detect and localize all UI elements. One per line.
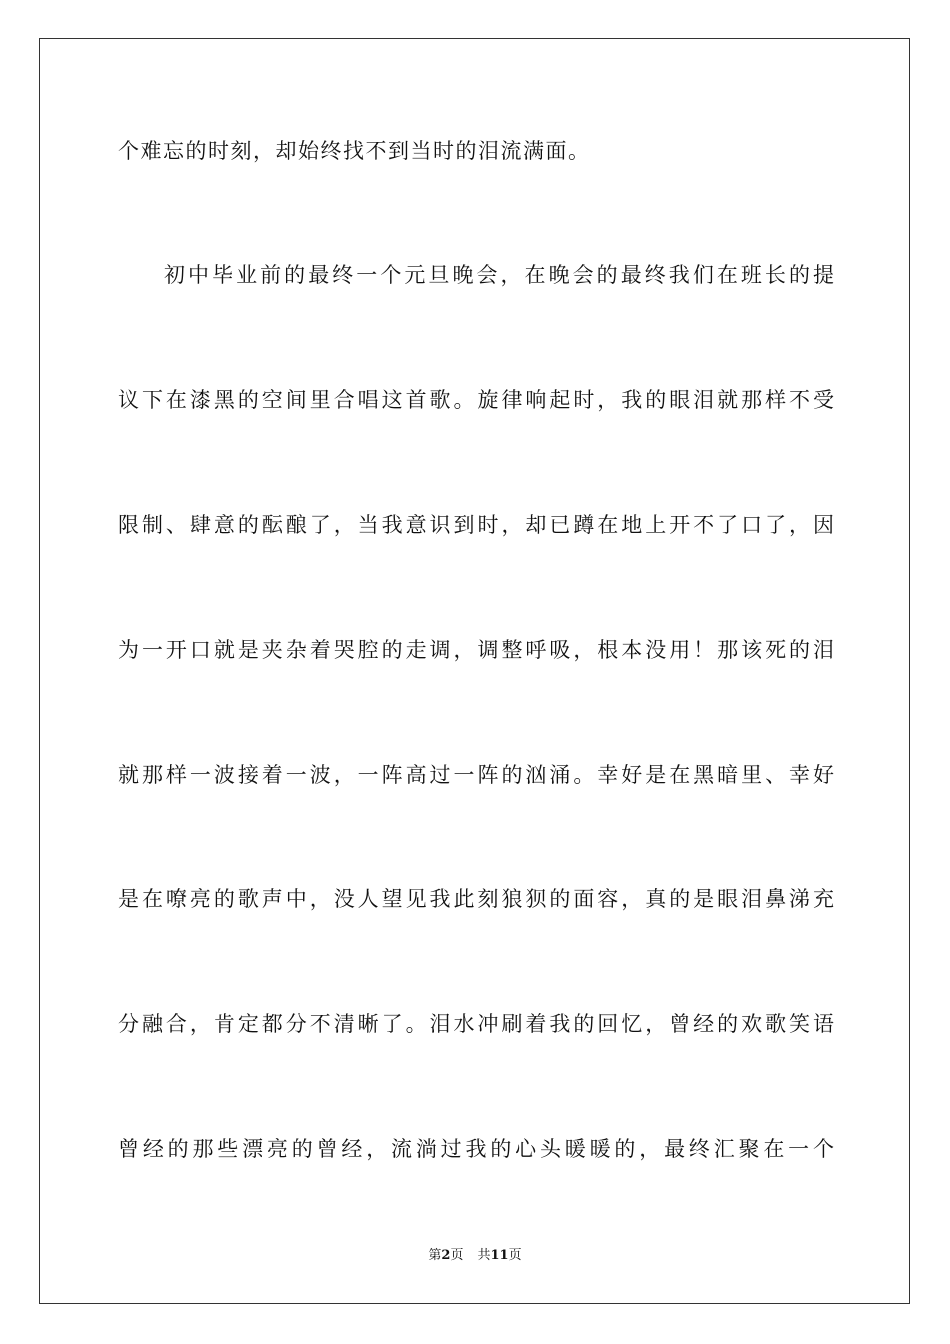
paragraph-line-2: 初中毕业前的最终一个元旦晚会，在晚会的最终我们在班长的提 <box>164 263 834 287</box>
paragraph-line-1: 个难忘的时刻，却始终找不到当时的泪流满面。 <box>118 139 591 163</box>
total-suffix: 页 <box>508 1248 522 1263</box>
paragraph-line-9: 曾经的那些漂亮的曾经，流淌过我的心头暖暖的，最终汇聚在一个 <box>118 1137 834 1161</box>
paragraph-line-3: 议下在漆黑的空间里合唱这首歌。旋律响起时，我的眼泪就那样不受 <box>118 388 834 412</box>
paragraph-line-8: 分融合，肯定都分不清晰了。泪水冲刷着我的回忆，曾经的欢歌笑语 <box>118 1012 834 1036</box>
total-prefix: 共 <box>477 1248 491 1263</box>
paragraph-line-4: 限制、肆意的酝酿了，当我意识到时，却已蹲在地上开不了口了，因 <box>118 513 834 537</box>
page-border <box>39 38 910 1304</box>
page-number: 2 <box>441 1248 451 1263</box>
total-pages: 11 <box>490 1248 509 1263</box>
page-suffix: 页 <box>450 1248 464 1263</box>
paragraph-line-7: 是在嘹亮的歌声中，没人望见我此刻狼狈的面容，真的是眼泪鼻涕充 <box>118 887 834 911</box>
page-prefix: 第 <box>428 1248 442 1263</box>
paragraph-line-6: 就那样一波接着一波，一阵高过一阵的汹涌。幸好是在黑暗里、幸好 <box>118 763 834 787</box>
page-footer <box>0 1247 950 1265</box>
paragraph-line-5: 为一开口就是夹杂着哭腔的走调，调整呼吸，根本没用！那该死的泪 <box>118 638 834 662</box>
